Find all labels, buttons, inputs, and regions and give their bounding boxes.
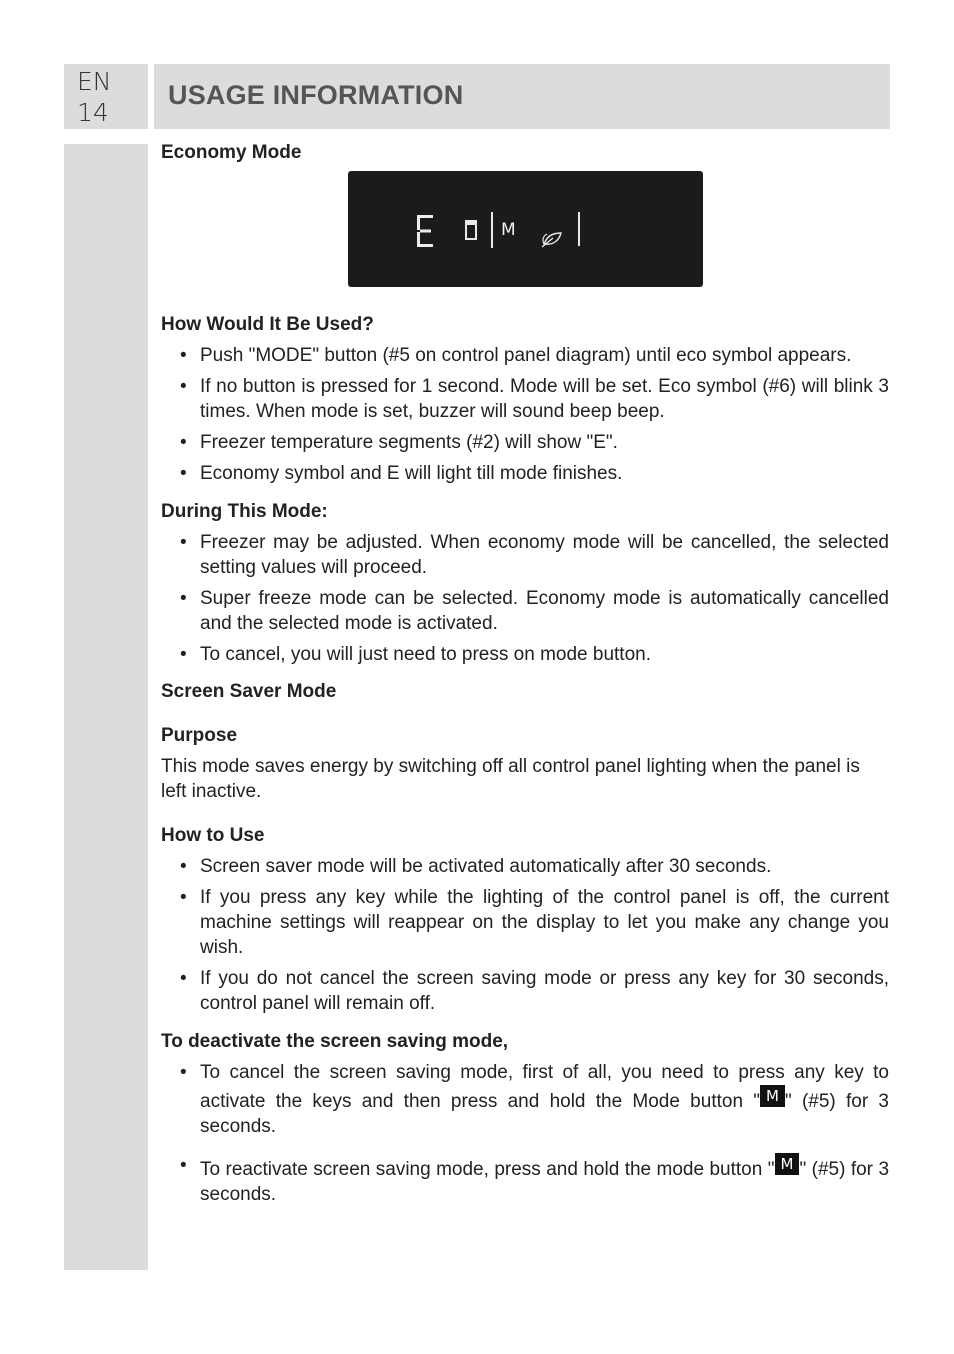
how-used-heading: How Would It Be Used?	[161, 314, 374, 335]
freezer-icon	[465, 220, 477, 240]
display-divider	[491, 212, 493, 248]
how-to-use-list	[161, 854, 889, 1016]
purpose-heading: Purpose	[161, 725, 238, 746]
page-content	[161, 140, 889, 1213]
during-mode-list	[161, 530, 889, 667]
economy-mode-heading: Economy Mode	[161, 142, 302, 163]
list-item: • Push "MODE" button (#5 on control panel diagram) until eco symbol appears.	[161, 343, 889, 368]
list-item: • Super freeze mode can be selected. Economy mode is automatically cancelled and the selected mode is activated.	[161, 586, 889, 636]
screen-saver-heading: Screen Saver Mode	[161, 681, 337, 702]
display-divider	[578, 212, 580, 246]
deactivate-list	[161, 1060, 889, 1207]
list-item: • Economy symbol and E will light till mode finishes.	[161, 461, 889, 486]
mode-button-icon: M	[760, 1085, 785, 1107]
reactivate-text-after: " (#5) for 3 seconds.	[200, 1159, 890, 1205]
seven-segment-e-icon	[417, 215, 433, 247]
control-panel-display	[348, 171, 703, 287]
deactivate-text-before: To cancel the screen saving mode, first of all, you need to press any key to activate the keys and then press and hold the Mode button "	[200, 1062, 889, 1112]
how-to-use-heading: How to Use	[161, 825, 265, 846]
eco-leaf-icon	[541, 228, 563, 248]
purpose-text: This mode saves energy by switching off all control panel lighting when the panel is left inactive.	[161, 756, 860, 802]
mode-button-icon: M	[775, 1153, 800, 1175]
deactivate-text-after: " (#5) for 3 seconds.	[200, 1091, 889, 1137]
list-item: • Screen saver mode will be activated automatically after 30 seconds.	[161, 854, 889, 879]
reactivate-text-before: To reactivate screen saving mode, press and hold the mode button "	[200, 1159, 775, 1180]
list-item: • If you do not cancel the screen saving mode or press any key for 30 seconds, control panel will remain off.	[161, 966, 889, 1016]
page-language-box	[64, 64, 148, 129]
deactivate-heading: To deactivate the screen saving mode,	[161, 1031, 509, 1052]
list-item: • Freezer may be adjusted. When economy mode will be cancelled, the selected setting values will proceed.	[161, 530, 889, 580]
mode-indicator-label: M	[501, 220, 516, 240]
language-code: EN	[77, 67, 112, 96]
how-used-list	[161, 343, 889, 486]
list-item	[161, 1060, 889, 1139]
list-item	[161, 1153, 889, 1207]
section-title: USAGE INFORMATION	[168, 80, 464, 110]
page-number: 14	[77, 98, 109, 127]
list-item: • To cancel, you will just need to press on mode button.	[161, 642, 889, 667]
during-mode-heading: During This Mode:	[161, 501, 328, 522]
list-item: • If you press any key while the lighting of the control panel is off, the current machine settings will reappear on the display to let you make any change you wish.	[161, 885, 889, 960]
list-item: • If no button is pressed for 1 second. Mode will be set. Eco symbol (#6) will blink 3 times. When mode is set, buzzer will sound beep beep.	[161, 374, 889, 424]
list-item: • Freezer temperature segments (#2) will show "E".	[161, 430, 889, 455]
side-margin-bar	[64, 144, 148, 1270]
section-title-bar	[154, 64, 890, 129]
